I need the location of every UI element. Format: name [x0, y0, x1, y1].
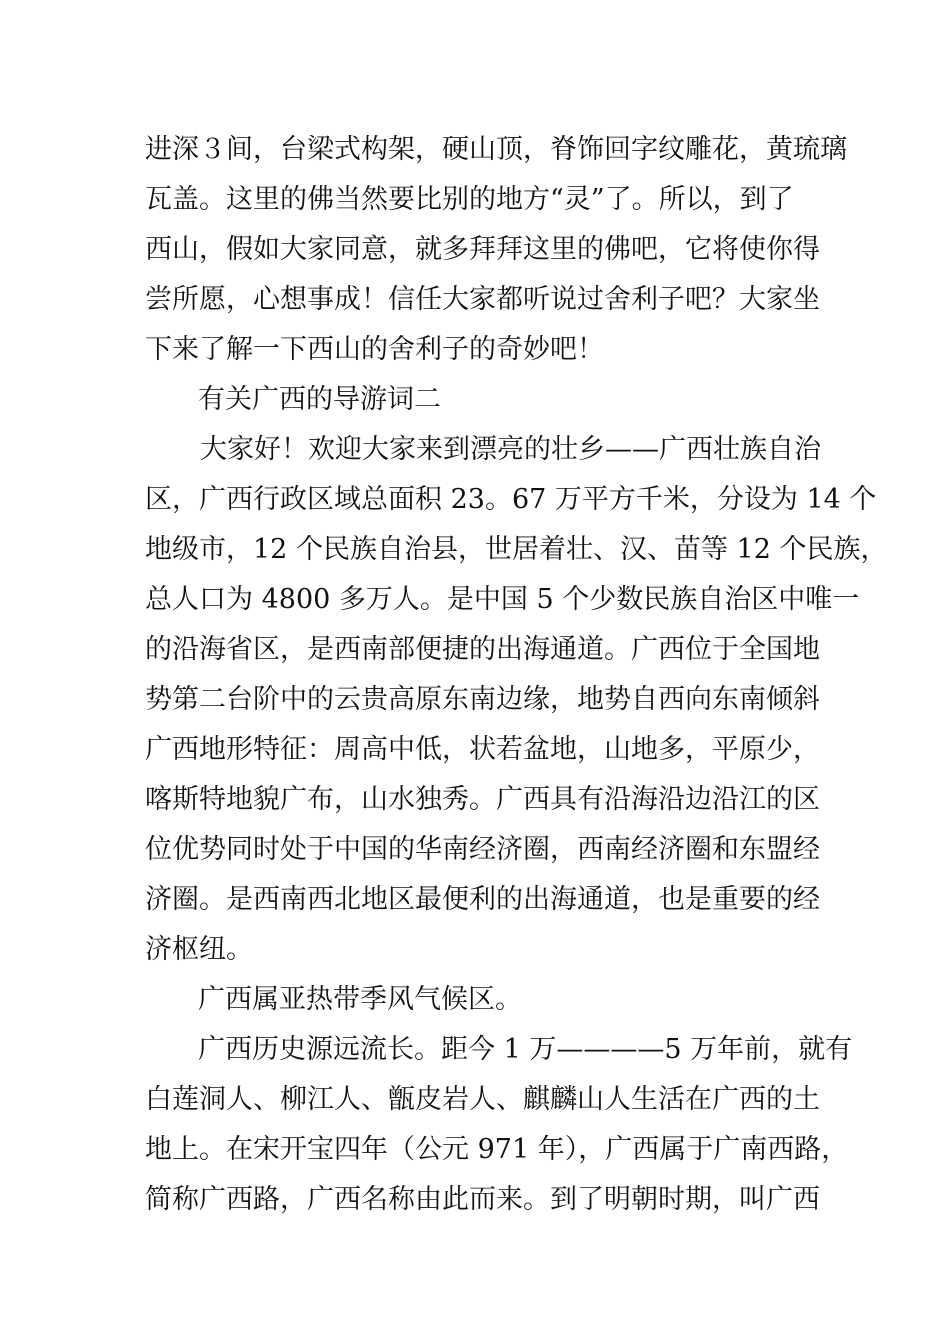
text-line-21: 地上。在宋开宝四年（公元 971 年），广西属于广南西路，: [145, 1134, 849, 1165]
text-line-18: 广西属亚热带季风气候区。: [198, 984, 522, 1015]
text-line-13: 广西地形特征：周高中低，状若盆地，山地多，平原少，: [145, 734, 820, 765]
text-line-14: 喀斯特地貌广布，山水独秀。广西具有沿海沿边沿江的区: [145, 784, 820, 815]
text-line-11: 的沿海省区，是西南部便捷的出海通道。广西位于全国地: [145, 634, 820, 665]
text-line-1: 进深３间，台梁式构架，硬山顶，脊饰回字纹雕花，黄琉璃: [145, 134, 847, 165]
text-line-19: 广西历史源远流长。距今 1 万————5 万年前，就有: [198, 1034, 853, 1065]
text-line-3: 西山，假如大家同意，就多拜拜这里的佛吧，它将使你得: [145, 234, 820, 265]
text-line-17: 济枢纽。: [145, 934, 253, 965]
text-line-20: 白莲洞人、柳江人、甑皮岩人、麒麟山人生活在广西的土: [145, 1084, 820, 1115]
text-line-2: 瓦盖。这里的佛当然要比别的地方“灵”了。所以，到了: [145, 184, 794, 215]
text-line-15: 位优势同时处于中国的华南经济圈，西南经济圈和东盟经: [145, 834, 820, 865]
text-line-7: 大家好！欢迎大家来到漂亮的壮乡——广西壮族自治: [200, 434, 821, 465]
text-line-16: 济圈。是西南西北地区最便利的出海通道，也是重要的经: [145, 884, 820, 915]
text-line-12: 势第二台阶中的云贵高原东南边缘，地势自西向东南倾斜: [145, 684, 820, 715]
text-line-5: 下来了解一下西山的舍利子的奇妙吧！: [145, 334, 604, 365]
text-line-10: 总人口为 4800 多万人。是中国 5 个少数民族自治区中唯一: [145, 584, 860, 615]
section-heading: 有关广西的导游词二: [198, 384, 441, 415]
text-line-9: 地级市，12 个民族自治县，世居着壮、汉、苗等 12 个民族，: [145, 534, 888, 565]
text-line-22: 简称广西路，广西名称由此而来。到了明朝时期，叫广西: [145, 1184, 820, 1215]
text-line-4: 尝所愿，心想事成！信任大家都听说过舍利子吧？大家坐: [145, 284, 820, 315]
text-line-8: 区，广西行政区域总面积 23。67 万平方千米，分设为 14 个: [145, 484, 877, 515]
